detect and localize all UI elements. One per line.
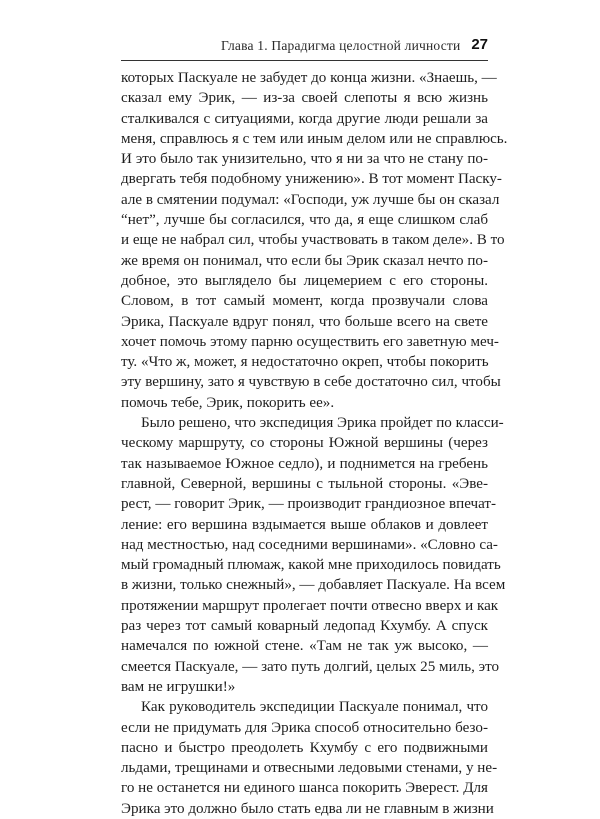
text-line: двергать тебя подобному унижению». В тот момент Паску-	[121, 171, 502, 188]
text-line: которых Паскуале не забудет до конца жизни. «Знаешь, —	[121, 70, 497, 86]
text-line: мый громадный плюмаж, какой мне приходилось повидать	[121, 557, 501, 574]
text-line: добное, это выглядело бы лицемерием с его стороны.	[121, 272, 488, 289]
text-line: намечался по южной стене. «Там не так уж высоко, —	[121, 638, 488, 655]
text-line: ление: его вершина вздымается выше облаков и довлеет	[121, 516, 488, 533]
text-line: эту вершину, зато я чувствую в себе достаточно сил, чтобы	[121, 374, 501, 391]
text-line: “нет”, лучше бы согласился, что да, я еще слишком слаб	[121, 212, 488, 229]
text-line: Эрика, Паскуале вдруг понял, что больше всего на свете	[121, 313, 488, 330]
text-line: ческому маршруту, со стороны Южной вершины (через	[121, 435, 488, 452]
text-line: сталкивался с ситуациями, когда другие люди решали за	[121, 110, 488, 127]
running-head	[121, 36, 488, 56]
paragraph	[121, 68, 508, 413]
text-line: если не придумать для Эрика способ относительно безо-	[121, 719, 488, 736]
text-line: рест, — говорит Эрик, — производит грандиозное впечат-	[121, 496, 497, 513]
header-rule	[121, 60, 488, 61]
text-line: го не останется ни единого шанса покорить Эверест. Для	[121, 780, 488, 797]
text-line: хочет помочь этому парню осуществить его заветную меч-	[121, 333, 499, 350]
text-line: в жизни, только снежный», — добавляет Паскуале. На всем	[121, 577, 506, 594]
text-line: смеется Паскуале, — зато путь долгий, целых 25 миль, это	[121, 658, 500, 675]
text-line: сказал ему Эрик, — из-за своей слепоты я всю жизнь	[121, 90, 488, 107]
text-line: протяжении маршрут пролегает почти отвесно вверх и как	[121, 597, 499, 614]
text-line: и еще не набрал сил, чтобы участвовать в таком деле». В то	[121, 232, 505, 249]
text-line: Эрика это должно было стать едва ли не главным в жизни	[121, 800, 494, 817]
text-line: И это было так унизительно, что я ни за что не стану по-	[121, 151, 488, 168]
text-line: ту. «Что ж, может, я недостаточно окреп, чтобы покорить	[121, 354, 489, 371]
text-line: пасно и быстро преодолеть Кхумбу с его подвижными	[121, 739, 488, 756]
text-line: помочь тебе, Эрик, покорить ее».	[121, 394, 335, 411]
text-line: меня, справлюсь я с тем или иным делом или не справлюсь.	[121, 130, 508, 147]
text-line: главной, Северной, вершины с тыльной стороны. «Эве-	[121, 475, 488, 492]
text-line: але в смятении подумал: «Господи, уж лучше бы он сказал	[121, 191, 500, 208]
text-line: Как руководитель экспедиции Паскуале понимал, что	[141, 699, 488, 716]
text-line: Словом, в тот самый момент, когда прозвучали слова	[121, 293, 488, 310]
text-line: же время он понимал, что если бы Эрик сказал нечто по-	[121, 252, 488, 269]
paragraph	[121, 413, 506, 697]
text-line: так называемое Южное седло), и поднимется на гребень	[121, 455, 488, 472]
body-text	[121, 68, 508, 819]
text-line: вам не игрушки!»	[121, 678, 236, 695]
text-line: раз через тот самый коварный ледопад Кхумбу. А спуск	[121, 618, 488, 635]
paragraph	[121, 697, 498, 819]
text-line: льдами, трещинами и отвесными ледовыми стенами, у не-	[121, 760, 498, 777]
text-line: Было решено, что экспедиция Эрика пройдет по класси-	[141, 415, 504, 432]
text-line: над местностью, над соседними вершинами». «Словно са-	[121, 536, 498, 553]
page-number: 27	[471, 36, 488, 53]
running-title: Глава 1. Парадигма целостной личности	[221, 38, 461, 53]
